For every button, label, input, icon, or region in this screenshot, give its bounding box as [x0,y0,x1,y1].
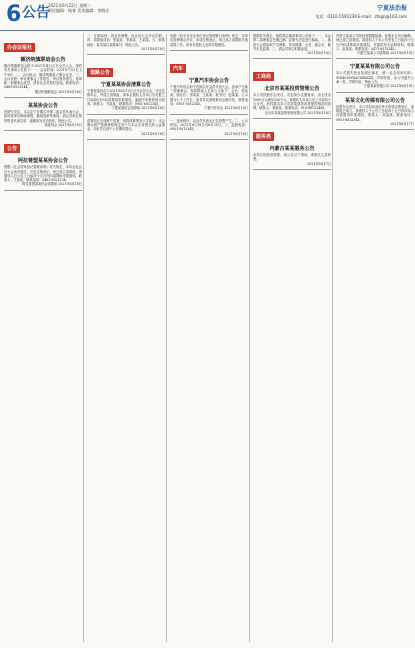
section-divider [336,129,414,130]
notice-block [4,34,82,98]
notice-signature: 宁夏汽车协会 2021年6月18日 [204,106,248,111]
news-column [336,34,414,642]
category-badge: 服务类 [253,132,274,141]
section-divider [336,58,414,59]
notice-signature: 2021年6月17日 [390,121,414,126]
notice-text: 经股东会决议，本公司拟向登记机关申请注销登记，清算组已成立。请债权人于公告之日起四十五日内向本公司清算组申报债权。联系人：孙某某，联系电话：0951-8612345。 [336,104,414,122]
notice-title: 某某协会公告 [27,103,58,110]
notice-signature: 额济纳旗联谊会 2021年6月18日 [34,89,82,94]
notice-block [4,102,82,131]
notice-block [87,119,165,140]
notice-text: 三、注销原因：因业务调整，经会员大会决议注销。四、清算组成员：张某某、李某某、王某某。五、联系地址：某市某区某路某号。特此公告。 [87,34,165,47]
notice-title: 额济纳旗联谊会公告 [20,57,66,63]
notice-signature: 2021年6月17日 [307,161,331,166]
header-meta-editors: 责任编辑：杨春 美术编辑：李晓光 [48,8,110,13]
notice-title: 宁夏某某协会清算公告 [100,82,151,89]
section-divider [4,130,82,131]
notice-block [253,63,331,118]
category-badge: 汽车 [170,64,186,73]
notice-title: 宁夏某某有限公司公告 [349,64,400,71]
column-divider [166,34,167,642]
notice-block [170,34,248,51]
section-divider [170,114,248,115]
page-number: 6 [6,2,22,27]
notice-signature: 某某协会 2021年6月18日 [44,122,82,127]
column-divider [249,34,250,642]
category-badge: 道路公告 [87,68,113,77]
notice-text: 宁夏汽车协会拟于近期召开会员代表大会，选举产生新一届理事会。现将候选人名单公示如下：会长：张某某；副会长：李某某、王某某；秘书长：赵某某。公示期为七个工作日，如有异议请联系协会秘书处。联系电话：0951-5012345。 [170,84,248,107]
notice-signature: 2021年6月18日 [141,131,165,136]
section-divider [87,54,165,55]
notice-signature: 阿拉善盟某某协会清算组 2021年6月18日 [22,182,82,187]
notice-text: 宁夏某某协会于2021年6月15日召开会员大会，决定注销本会，并成立清算组。请本会债权人自本公告见报之日起45日内向清算组申报债权，逾期不申报的视为放弃。联系人：马某某，联系电话：0951-6012345。 [87,89,165,107]
section-divider [4,97,82,98]
news-column [87,34,165,642]
section-divider [170,50,248,51]
section-divider [87,139,165,140]
category-badge: 工商局 [253,72,274,81]
notice-block [253,123,331,170]
notice-signature: 2021年6月18日 [141,46,165,51]
notice-text: 内蒙古某某公司因经营期限届满，经股东会决议解散，现已成立清算组。请债权人于本公告发布之日起四十五日内向清算组申报债权，并提供有关证明材料。联系人：赵某某，联系电话：0471-6512345。 [336,34,414,51]
section-divider [253,118,331,119]
section-divider [170,139,248,140]
category-badge: 办会证报社 [4,43,35,52]
section-divider [253,169,331,170]
section-divider [4,190,82,191]
column-divider [83,34,84,642]
notice-block [253,34,331,59]
header-meta-date: 2021年6月22日 星期二 [48,3,92,8]
notice-block [336,97,414,130]
section-divider [336,92,414,93]
notice-block [170,119,248,140]
notice-signature: 宁夏某某有限公司 2021年6月18日 [363,84,414,89]
notice-text: 根据有关规定，现将我会换届事项公告如下：一、本会第二届理事会任期已满，经研究决定进行换届。二、换届大会将选举产生理事、常务理事、会长、副会长、秘书长及监事。三、请会员单位积极参加。 [253,34,331,51]
page-header [0,0,415,31]
header-contact: 电话：0310-5591239 E-mail：zfxgn@163.com [315,14,407,19]
notice-title: 阿拉善盟某某协会公告 [17,158,68,165]
notice-text: 额济纳旗联谊会拟于2021年某月召开会员大会，现将有关事项公告如下：一、会议时间：2021年7月1日上午9时。二、会议地点：额济纳旗某大厦会议室。三、会议议程：审议理事会工作报告，审议财务报告，选举新一届理事会成员。请各位会员准时参加。联系电话：0483-6523344。 [4,64,82,90]
notice-signature: 宁夏某某协会清算组 2021年6月18日 [111,106,165,111]
section-divider [87,114,165,115]
news-column [4,34,82,642]
notice-signature: 2021年6月18日 [224,131,248,136]
notice-text: 经研究决定，本会定于近期召开第二届会员代表大会，届时将审议修改章程、换届选举等事项。请会员单位按时报送代表名单，逾期视为自动放弃。特此公告。 [4,110,82,123]
notice-signature: 内蒙古某某公司清算组 2021年6月18日 [357,51,414,56]
news-column [253,34,331,642]
notice-text: 根据《社会团体登记管理条例》有关规定，本协会经会员大会表决通过，决定注销登记。现已成立清算组，请债权人自公告之日起四十五日内向清算组申报债权。联系人：王某某，联系电话：0483-8321234。 [4,165,82,183]
notice-title: 某某文化传媒有限公司公告 [344,97,405,104]
notice-block [4,135,82,190]
section-divider [253,58,331,59]
notice-block [87,34,165,55]
news-column [170,34,248,642]
notice-text: 清算组已完成财产清查，现将清算情况公告如下：本会剩余财产按照章程规定用于与本会宗旨相关的公益事业。如有异议请于公告期内提出。 [87,118,165,132]
column-divider [332,34,333,642]
notice-text: 本公司遗失营业执照正副本，统一社会信用代码：91640100MA76XXXXX，声明作废。本公司遗失公章一枚，声明作废。特此公告。 [336,71,414,85]
notice-signature: 北京市某某投资管理有限公司 2021年6月18日 [264,110,331,115]
notice-text: 本单位因经营需要，现公告以下事项，请相关人员知悉。 [253,152,331,162]
notice-block [336,34,414,59]
notice-text: 本公司经股东会决议，决定减少注册资本，由人民币1000万元减至500万元。请债权人自本公告之日起四十五日内，有权要求本公司清偿债务或者提供相应的担保。联系人：刘某某，联系电话：010-88123456。 [253,93,331,111]
section-title: 公告 [22,5,50,21]
notice-text: 依据《民办非企业单位登记管理暂行条例》规定，本单位经理事会决议，申请注销登记，现已成立清算组开展清算工作。请有关债权人及时申报债权。 [170,34,248,47]
notice-title: 宁夏汽车协会公告 [188,77,229,84]
notice-block [170,55,248,115]
notice-block [87,59,165,114]
notice-signature: 2021年6月18日 [307,51,331,56]
header-meta [48,3,109,13]
category-badge: 公告 [4,144,20,153]
notice-title: 北京市某某投资管理公告 [264,86,320,93]
notice-title: 内蒙古某某服务公告 [269,145,315,152]
newspaper-logo: 宁夏法治报 [376,5,407,12]
notice-text: 一、选举程序：由会员代表无记名投票产生。二、公示时间：2021年6月18日至6月25日。三、监督电话：0951-5012345。 [170,118,248,132]
notice-block [336,63,414,92]
